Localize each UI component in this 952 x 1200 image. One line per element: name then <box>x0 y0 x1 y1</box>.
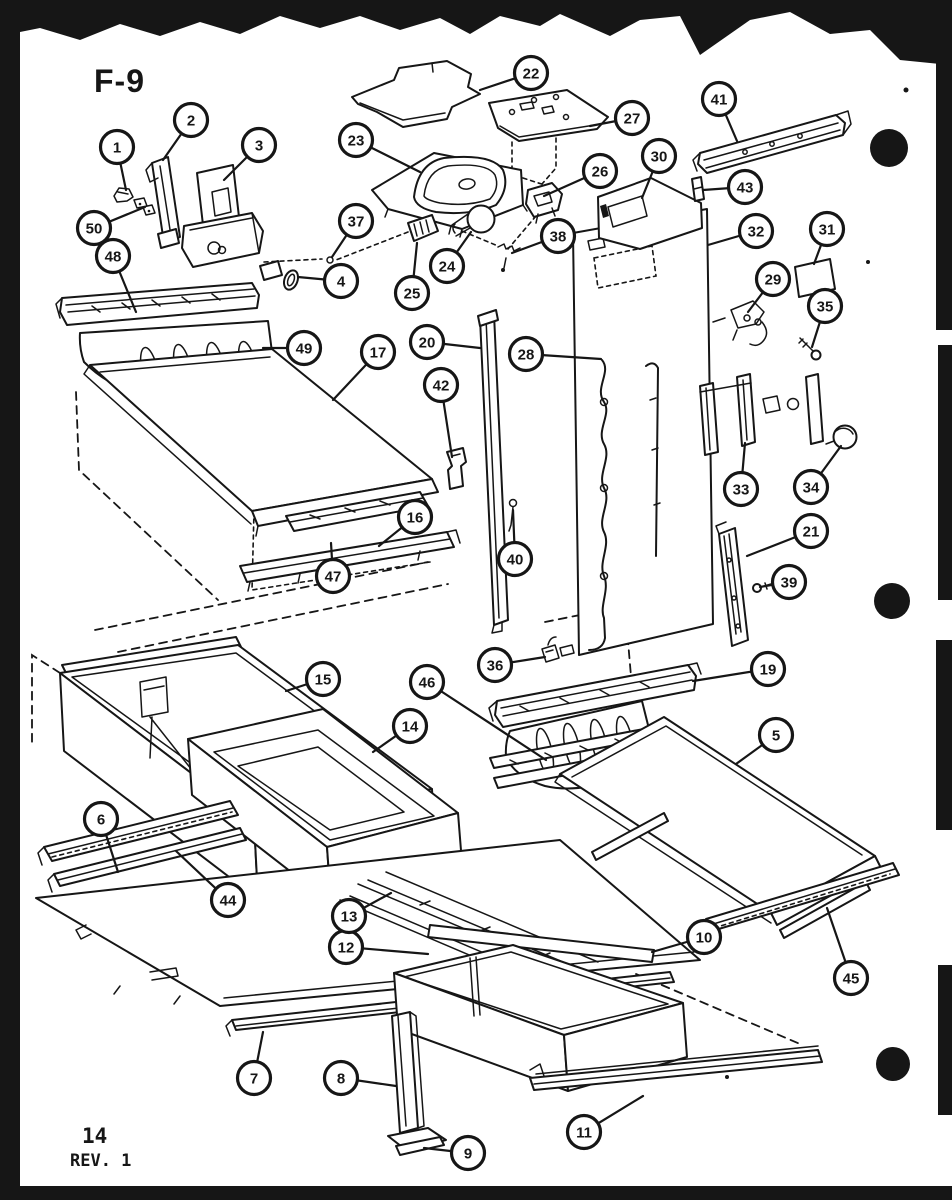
callout-number: 48 <box>104 248 122 266</box>
part-side-strip <box>447 310 517 633</box>
callout-number: 43 <box>736 179 754 197</box>
callout-32 <box>708 215 773 248</box>
scan-right-strip <box>936 15 952 330</box>
callout-number: 16 <box>406 509 424 527</box>
callout-number: 15 <box>314 671 332 689</box>
callout-number: 33 <box>732 481 750 499</box>
callout-number: 24 <box>438 258 456 276</box>
callout-number: 31 <box>818 221 836 239</box>
callout-4 <box>298 265 358 298</box>
callout-35 <box>809 290 842 348</box>
callout-number: 28 <box>517 346 535 364</box>
callout-20 <box>411 326 481 359</box>
revision-label: REV. 1 <box>70 1151 132 1171</box>
part-hinge-brackets <box>114 157 333 292</box>
callout-43 <box>703 171 762 204</box>
callout-number: 25 <box>403 285 421 303</box>
callout-number: 13 <box>340 908 358 926</box>
callout-33 <box>725 443 758 506</box>
callout-number: 21 <box>802 523 820 541</box>
callout-34 <box>795 446 842 504</box>
callout-39 <box>760 566 806 599</box>
callout-42 <box>425 369 458 458</box>
callout-number: 40 <box>506 551 524 569</box>
part-upper-left-rail <box>56 283 259 325</box>
callout-number: 38 <box>549 228 567 246</box>
scan-bottom-band <box>0 1186 952 1200</box>
page-number: 14 <box>82 1124 108 1148</box>
callout-number: 42 <box>432 377 450 395</box>
callout-41 <box>703 83 738 142</box>
callout-number: 44 <box>219 892 237 910</box>
callout-number: 47 <box>324 568 342 586</box>
part-channel-rail <box>716 522 771 646</box>
callout-number: 19 <box>759 661 777 679</box>
callout-1 <box>101 131 134 191</box>
registration-dot <box>876 1047 910 1081</box>
callout-number: 34 <box>802 479 820 497</box>
part-back-panel <box>560 209 713 656</box>
callout-number: 9 <box>463 1145 473 1163</box>
scan-right-strip <box>938 965 952 1115</box>
registration-dot <box>874 583 910 619</box>
callout-number: 46 <box>418 674 436 692</box>
callout-number: 1 <box>112 139 122 157</box>
part-control-cover <box>372 153 527 237</box>
callout-37 <box>332 205 373 258</box>
callout-22 <box>480 57 548 91</box>
callout-number: 17 <box>369 344 387 362</box>
callout-number: 32 <box>747 223 765 241</box>
registration-dot <box>870 129 908 167</box>
scan-right-strip <box>938 345 952 600</box>
callout-number: 29 <box>764 271 782 289</box>
callout-24 <box>431 232 472 283</box>
callout-2 <box>163 104 208 161</box>
callout-number: 37 <box>347 213 365 231</box>
callout-number: 36 <box>486 657 504 675</box>
callout-11 <box>568 1096 644 1149</box>
callout-number: 30 <box>650 148 668 166</box>
scan-top-band <box>0 0 952 66</box>
callout-19 <box>693 653 785 686</box>
part-top-panel <box>352 61 480 127</box>
callout-number: 41 <box>710 91 728 109</box>
callout-36 <box>479 649 546 682</box>
callout-number: 4 <box>336 273 346 291</box>
callout-number: 11 <box>576 1124 592 1142</box>
callout-number: 50 <box>85 220 103 238</box>
callout-number: 8 <box>336 1070 346 1088</box>
callout-number: 3 <box>254 137 264 155</box>
callout-number: 2 <box>186 112 196 130</box>
callout-number: 35 <box>816 298 834 316</box>
callout-14 <box>373 710 427 753</box>
callout-number: 5 <box>771 727 781 745</box>
callout-38 <box>512 220 575 254</box>
part-top-rail <box>692 111 851 201</box>
callout-number: 49 <box>295 340 313 358</box>
scan-right-strip <box>936 640 952 830</box>
callout-number: 7 <box>249 1070 259 1088</box>
registration-marks <box>870 129 910 1081</box>
figure-label: F-9 <box>94 63 145 99</box>
callout-number: 39 <box>780 574 798 592</box>
callout-7 <box>238 1032 271 1095</box>
callout-5 <box>736 719 793 765</box>
callout-number: 27 <box>623 110 641 128</box>
callout-number: 45 <box>842 970 860 988</box>
callout-21 <box>747 515 828 557</box>
scan-left-strip <box>0 10 20 1190</box>
callout-number: 23 <box>347 132 365 150</box>
callout-31 <box>811 213 844 265</box>
callout-number: 20 <box>418 334 436 352</box>
callout-45 <box>827 908 868 995</box>
callout-8 <box>325 1062 397 1095</box>
callout-25 <box>396 243 429 310</box>
callout-number: 6 <box>96 811 106 829</box>
callout-29 <box>748 263 790 313</box>
callout-number: 14 <box>401 718 419 736</box>
part-mount-plate <box>489 90 608 141</box>
callout-3 <box>224 129 276 181</box>
callout-number: 22 <box>522 65 540 83</box>
callout-number: 26 <box>591 163 609 181</box>
callout-number: 10 <box>695 929 713 947</box>
callout-number: 12 <box>337 939 355 957</box>
callout-23 <box>340 124 421 173</box>
callout-17 <box>333 336 395 401</box>
